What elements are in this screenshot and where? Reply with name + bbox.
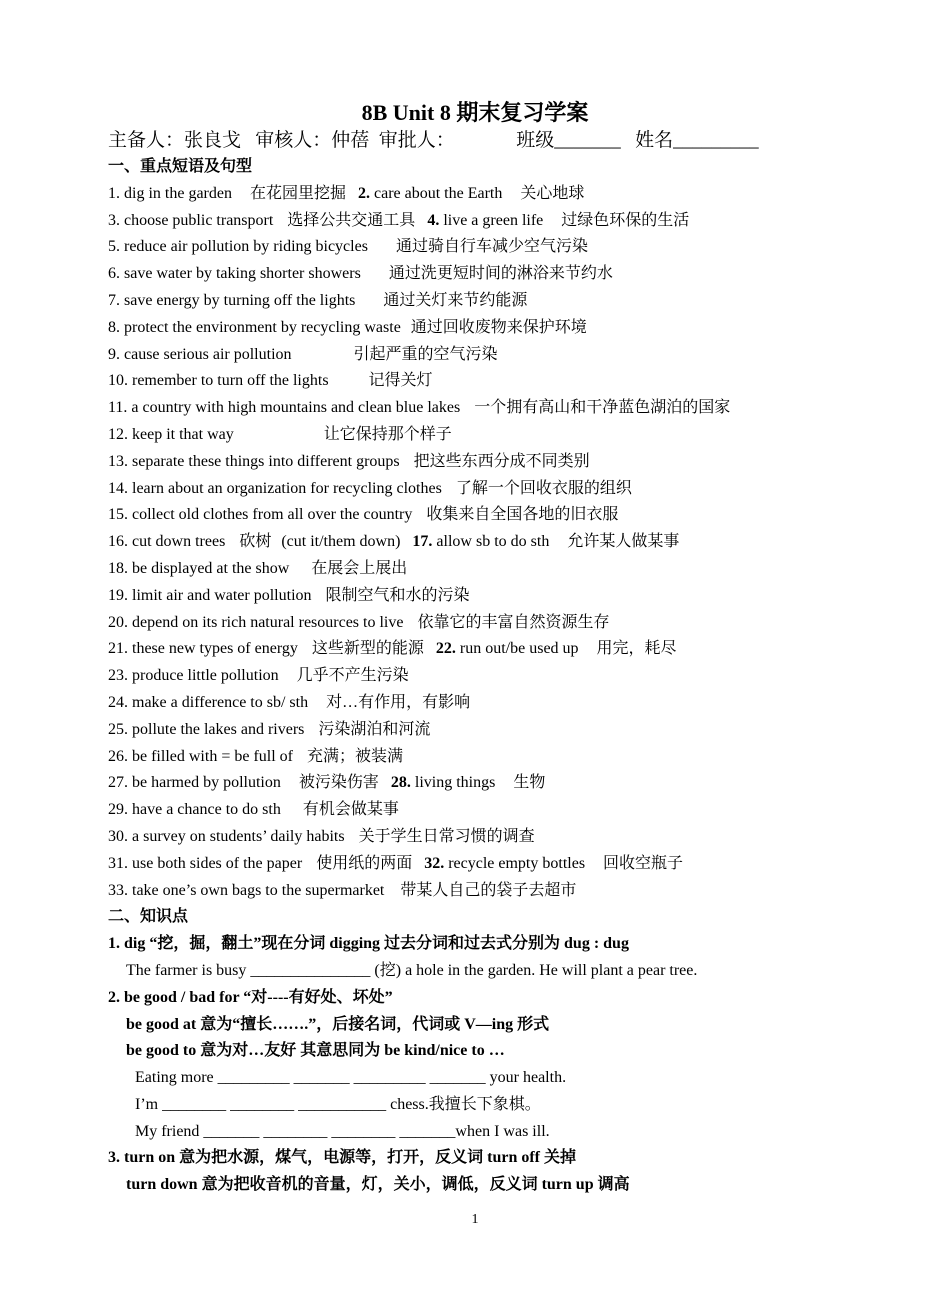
phrase-row — [108, 395, 868, 422]
phrase-row — [108, 502, 868, 529]
phrase-number: 3. — [108, 211, 120, 229]
section-heading-phrases: 一、重点短语及句型 — [108, 158, 253, 175]
phrase-english: dig in the garden — [124, 184, 232, 202]
phrase-number: 27. — [108, 774, 128, 792]
phrase-english: live a green life — [443, 211, 544, 229]
knowledge-point-2-note-2: be good to 意为对…友好 其意思同为 be kind/nice to … — [126, 1042, 505, 1060]
phrase-chinese: 在花园里挖掘 — [249, 184, 346, 202]
phrase-number: 29. — [108, 801, 128, 819]
preparer-label: 主备人：张良戈 — [108, 130, 242, 151]
phrase-number: 1. — [108, 184, 120, 202]
phrase-row — [108, 610, 868, 637]
phrase-chinese: 通过关灯来节约能源 — [383, 291, 528, 309]
phrase-number: 30. — [108, 827, 128, 845]
phrase-english: care about the Earth — [373, 184, 503, 202]
phrase-chinese: 让它保持那个样子 — [323, 425, 452, 443]
phrase-row — [108, 878, 868, 905]
section-heading-knowledge: 二、知识点 — [108, 908, 189, 926]
phrase-english: allow sb to do sth — [436, 533, 550, 551]
knowledge-point-1-title: 1. dig “挖，掘，翻土”现在分词 digging 过去分词和过去式分别为 dug : dug — [108, 935, 629, 953]
phrase-english: recycle empty bottles — [448, 854, 586, 872]
knowledge-point-3-note-1: turn down 意为把收音机的音量，灯，关小，调低，反义词 turn up 调高 — [126, 1176, 630, 1194]
phrase-chinese: 回收空瓶子 — [603, 854, 684, 872]
phrase-number: 28. — [390, 774, 411, 792]
phrase-english: be filled with = be full of — [132, 747, 293, 765]
knowledge-point-2-title: 2. be good / bad for “对----有好处、坏处” — [108, 988, 393, 1006]
phrase-english: learn about an organization for recycling clothes — [132, 479, 442, 497]
knowledge-point-2-exercise-2: I’m ________ ________ ___________ chess.我擅长下象棋。 — [135, 1095, 541, 1113]
phrase-chinese: 通过骑自行车减少空气污染 — [395, 238, 588, 256]
phrase-number: 14. — [108, 479, 128, 497]
phrase-row — [108, 476, 868, 503]
phrase-chinese: 引起严重的空气污染 — [353, 345, 498, 363]
reviewer-label: 审核人：仲蓓 — [255, 130, 370, 151]
phrase-number: 11. — [108, 399, 128, 417]
phrase-chinese: 通过回收废物来保护环境 — [410, 318, 587, 336]
phrase-number: 7. — [108, 291, 120, 309]
phrase-number: 20. — [108, 613, 128, 631]
phrase-english: be displayed at the show — [132, 559, 290, 577]
author-info-line — [108, 128, 759, 154]
phrase-chinese: 关于学生日常习惯的调查 — [358, 827, 535, 845]
phrase-chinese: 依靠它的丰富自然资源生存 — [417, 613, 610, 631]
phrase-chinese: 使用纸的两面 — [316, 854, 413, 872]
phrase-english: take one’s own bags to the supermarket — [132, 881, 385, 899]
phrase-chinese: 选择公共交通工具 — [287, 211, 416, 229]
phrase-english: save energy by turning off the lights — [124, 291, 356, 309]
phrase-note: (cut it/them down) — [281, 533, 401, 551]
phrase-english: produce little pollution — [132, 667, 279, 685]
page-title: 8B Unit 8 期末复习学案 — [361, 100, 589, 125]
phrase-chinese: 污染湖泊和河流 — [318, 720, 431, 738]
phrase-english: run out/be used up — [459, 640, 579, 658]
phrase-number: 33. — [108, 881, 128, 899]
phrase-english: keep it that way — [132, 425, 234, 443]
phrase-row — [108, 422, 868, 449]
phrase-row — [108, 181, 868, 208]
phrase-number: 2. — [357, 184, 370, 202]
phrase-english: collect old clothes from all over the country — [132, 506, 413, 524]
knowledge-point-2-exercise-1: Eating more _________ _______ _________ _______ your health. — [135, 1069, 567, 1087]
knowledge-point-1-example: The farmer is busy _______________ (挖) a hole in the garden. He will plant a pear tree. — [126, 961, 698, 979]
class-field[interactable]: 班级_______ — [516, 130, 621, 151]
phrase-chinese: 一个拥有高山和干净蓝色湖泊的国家 — [474, 399, 731, 417]
phrase-row — [108, 288, 868, 315]
knowledge-point-3-title: 3. turn on 意为把水源，煤气，电源等，打开，反义词 turn off 关掉 — [108, 1149, 577, 1167]
phrase-english: use both sides of the paper — [132, 854, 303, 872]
phrase-english: cut down trees — [132, 533, 226, 551]
phrase-row — [108, 797, 868, 824]
phrase-chinese: 这些新型的能源 — [311, 640, 424, 658]
phrase-row — [108, 342, 868, 369]
phrase-number: 6. — [108, 265, 120, 283]
phrase-chinese: 充满；被装满 — [306, 747, 403, 765]
phrase-english: cause serious air pollution — [124, 345, 292, 363]
phrase-number: 16. — [108, 533, 128, 551]
phrase-english: depend on its rich natural resources to live — [132, 613, 404, 631]
phrase-english: these new types of energy — [132, 640, 298, 658]
phrase-chinese: 有机会做某事 — [302, 801, 399, 819]
knowledge-point-2-note-1: be good at 意为“擅长…….”，后接名词，代词或 V—ing 形式 — [126, 1015, 550, 1033]
phrase-number: 4. — [427, 211, 440, 229]
content-body — [108, 154, 868, 1199]
phrase-number: 8. — [108, 318, 120, 336]
phrase-english: choose public transport — [124, 211, 274, 229]
phrase-row — [108, 234, 868, 261]
phrase-chinese: 在展会上展出 — [311, 559, 408, 577]
phrase-number: 19. — [108, 586, 128, 604]
phrase-chinese: 了解一个回收衣服的组织 — [455, 479, 632, 497]
phrase-chinese: 通过洗更短时间的淋浴来节约水 — [388, 265, 613, 283]
phrase-number: 12. — [108, 425, 128, 443]
phrase-chinese: 被污染伤害 — [298, 774, 379, 792]
phrase-number: 21. — [108, 640, 128, 658]
phrase-number: 5. — [108, 238, 120, 256]
phrase-number: 24. — [108, 693, 128, 711]
phrase-english: be harmed by pollution — [132, 774, 281, 792]
phrase-number: 31. — [108, 854, 128, 872]
phrase-chinese: 允许某人做某事 — [567, 533, 680, 551]
phrase-english: separate these things into different groups — [132, 452, 400, 470]
phrase-number: 18. — [108, 559, 128, 577]
phrase-row — [108, 529, 868, 556]
phrase-chinese: 记得关灯 — [368, 372, 433, 390]
phrase-chinese: 生物 — [513, 774, 546, 792]
knowledge-point-2-exercise-3: My friend _______ ________ ________ _______when I was ill. — [135, 1122, 550, 1140]
phrase-number: 13. — [108, 452, 128, 470]
phrase-row — [108, 368, 868, 395]
phrase-number: 32. — [424, 854, 445, 872]
phrase-chinese: 把这些东西分成不同类别 — [413, 452, 590, 470]
phrase-number: 9. — [108, 345, 120, 363]
phrase-row — [108, 636, 868, 663]
phrase-number: 23. — [108, 667, 128, 685]
phrase-english: remember to turn off the lights — [132, 372, 329, 390]
phrase-english: save water by taking shorter showers — [124, 265, 361, 283]
phrase-row — [108, 449, 868, 476]
phrase-english: a country with high mountains and clean blue lakes — [131, 399, 461, 417]
phrase-number: 15. — [108, 506, 128, 524]
phrase-english: limit air and water pollution — [132, 586, 312, 604]
phrase-english: make a difference to sb/ sth — [132, 693, 309, 711]
phrase-row — [108, 744, 868, 771]
phrase-row — [108, 717, 868, 744]
phrase-list — [108, 181, 868, 905]
phrase-chinese: 带某人自己的袋子去超市 — [400, 881, 577, 899]
phrase-row — [108, 583, 868, 610]
phrase-row — [108, 690, 868, 717]
name-field[interactable]: 姓名_________ — [635, 130, 759, 151]
approver-label: 审批人： — [378, 130, 455, 151]
phrase-english: reduce air pollution by riding bicycles — [124, 238, 368, 256]
phrase-english: a survey on students’ daily habits — [132, 827, 345, 845]
phrase-number: 25. — [108, 720, 128, 738]
phrase-row — [108, 315, 868, 342]
phrase-number: 17. — [412, 533, 433, 551]
phrase-chinese: 砍树 — [239, 533, 272, 551]
phrase-row — [108, 261, 868, 288]
phrase-number: 10. — [108, 372, 128, 390]
phrase-chinese: 对…有作用，有影响 — [326, 693, 471, 711]
phrase-english: living things — [414, 774, 496, 792]
phrase-chinese: 限制空气和水的污染 — [325, 586, 470, 604]
phrase-english: have a chance to do sth — [132, 801, 281, 819]
phrase-number: 26. — [108, 747, 128, 765]
phrase-chinese: 关心地球 — [520, 184, 585, 202]
phrase-row — [108, 208, 868, 235]
phrase-row — [108, 770, 868, 797]
phrase-chinese: 过绿色环保的生活 — [561, 211, 690, 229]
phrase-chinese: 几乎不产生污染 — [296, 667, 409, 685]
phrase-row — [108, 556, 868, 583]
phrase-chinese: 收集来自全国各地的旧衣服 — [426, 506, 619, 524]
phrase-number: 22. — [435, 640, 456, 658]
phrase-chinese: 用完，耗尽 — [596, 640, 677, 658]
phrase-english: protect the environment by recycling waste — [124, 318, 401, 336]
phrase-row — [108, 663, 868, 690]
phrase-english: pollute the lakes and rivers — [132, 720, 305, 738]
phrase-row — [108, 851, 868, 878]
page-number: 1 — [471, 1212, 479, 1227]
phrase-row — [108, 824, 868, 851]
